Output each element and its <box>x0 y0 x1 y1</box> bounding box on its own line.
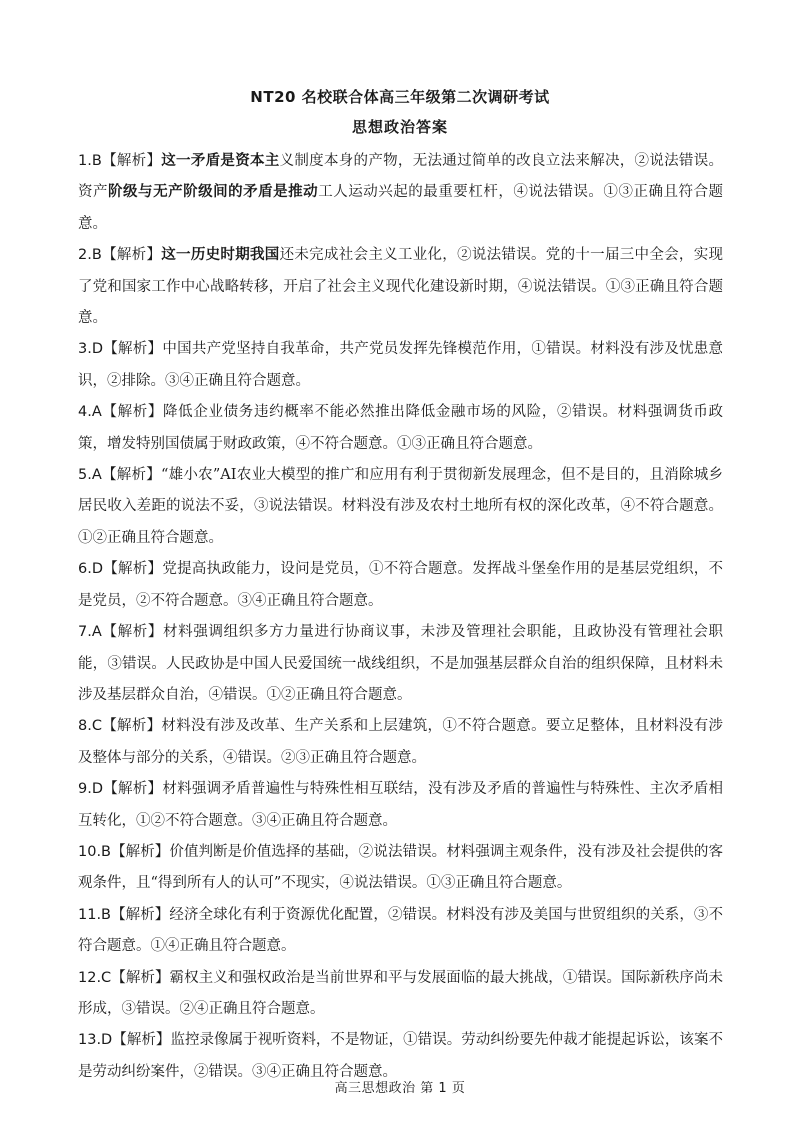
analysis-tag: 【解析】 <box>103 341 163 358</box>
document-subtitle: 思想政治答案 <box>351 118 448 136</box>
answer-lead-text: 这一矛盾是资本主 <box>161 153 280 169</box>
answer-item <box>78 146 723 240</box>
analysis-tag: 【解析】 <box>103 781 163 798</box>
answer-key: 13.D <box>78 1032 113 1049</box>
answer-item <box>78 397 723 460</box>
answer-text: 工人运动兴起的最重要杠杆，④说法错误。①③正确且符合题意。 <box>78 184 724 232</box>
analysis-tag: 【解析】 <box>103 561 163 578</box>
answer-text: 监控录像属于视听资料，不是物证，①错误。劳动纠纷要先仲裁才能提起诉讼，该案不是劳动纠纷案件，②错误。③④正确且符合题意。 <box>78 1032 724 1080</box>
answer-text: 材料强调组织多方力量进行协商议事，未涉及管理社会职能，且政协没有管理社会职能，③错误。人民政协是中国人民爱国统一战线组织，不是加强基层群众自治的组织保障，且材料未涉及基层群众自治，④错误。①②正确且符合题意。 <box>78 624 724 703</box>
answer-item <box>78 711 723 774</box>
answer-text: 中国共产党坚持自我革命，共产党员发挥先锋模范作用，①错误。材料没有涉及忧患意识，②排除。③④正确且符合题意。 <box>78 341 723 389</box>
answer-key: 5.A <box>78 467 102 484</box>
answer-text: 党提高执政能力，设问是党员，①不符合题意。发挥战斗堡垒作用的是基层党组织，不是党员，②不符合题意。③④正确且符合题意。 <box>78 561 723 609</box>
answer-item <box>78 774 723 837</box>
answer-item <box>78 837 723 900</box>
answer-key: 4.A <box>78 404 102 421</box>
answer-item <box>78 334 723 397</box>
answer-text: 材料没有涉及改革、生产关系和上层建筑，①不符合题意。要立足整体，且材料没有涉及整体与部分的关系，④错误。②③正确且符合题意。 <box>78 718 724 766</box>
analysis-tag: 【解析】 <box>112 1032 171 1049</box>
page-footer: 高三思想政治 第 1 页 <box>334 1081 466 1096</box>
answer-text: 霸权主义和强权政治是当前世界和平与发展面临的最大挑战，①错误。国际新秩序尚未形成，③错误。②④正确且符合题意。 <box>78 969 724 1017</box>
answer-item <box>78 554 723 617</box>
answer-text: 还未完成社会主义工业化，②说法错误。党的十一届三中全会，实现了党和国家工作中心战略转移，开启了社会主义现代化建设新时期，④说法错误。①③正确且符合题意。 <box>78 247 724 327</box>
answer-key: 6.D <box>78 561 103 578</box>
answer-item <box>78 460 723 554</box>
answer-text: 经济全球化有利于资源优化配置，②错误。材料没有涉及美国与世贸组织的关系，③不符合题意。①④正确且符合题意。 <box>78 906 724 955</box>
answer-item <box>78 900 723 963</box>
answer-key: 7.A <box>78 624 102 641</box>
analysis-tag: 【解析】 <box>101 404 164 421</box>
answer-text: 材料强调矛盾普遍性与特殊性相互联结，没有涉及矛盾的普遍性与特殊性、主次矛盾相互转化，①②不符合题意。③④正确且符合题意。 <box>78 781 723 829</box>
answer-list <box>78 146 723 1088</box>
answer-key: 11.B <box>78 906 112 923</box>
answer-item <box>78 963 723 1026</box>
analysis-tag: 【解析】 <box>101 467 161 484</box>
answer-key: 1.B <box>78 153 102 169</box>
answer-lead-text: 阶级与无产阶级间的矛盾是推动 <box>108 184 319 201</box>
answer-key: 2.B <box>78 247 102 264</box>
analysis-tag: 【解析】 <box>111 969 170 986</box>
answer-item <box>78 240 723 334</box>
answer-key: 9.D <box>78 781 103 798</box>
answer-lead-text: 这一历史时期我国 <box>161 247 280 264</box>
answer-key: 8.C <box>78 718 102 735</box>
answer-text: 价值判断是价值选择的基础，②说法错误。材料强调主观条件，没有涉及社会提供的客观条件，且“得到所有人的认可”不现实，④说法错误。①③正确且符合题意。 <box>78 843 724 892</box>
analysis-tag: 【解析】 <box>101 153 162 169</box>
answer-text: 义制度本身的产物，无法通过简单的改良立法来解决，②说法错误。资产 <box>78 153 724 201</box>
answer-item <box>78 617 723 711</box>
answer-key: 12.C <box>78 969 112 986</box>
analysis-tag: 【解析】 <box>111 843 170 860</box>
analysis-tag: 【解析】 <box>111 906 170 923</box>
analysis-tag: 【解析】 <box>101 718 162 735</box>
answer-text: “雄小农”AI农业大模型的推广和应用有利于贯彻新发展理念，但不是目的，且消除城乡居民收入差距的说法不妥，③说法错误。材料没有涉及农村土地所有权的深化改革，④不符合题意。①②正确且符合题意。 <box>78 467 723 546</box>
answer-key: 3.D <box>78 341 103 358</box>
analysis-tag: 【解析】 <box>101 247 162 264</box>
analysis-tag: 【解析】 <box>101 624 164 641</box>
answer-key: 10.B <box>78 843 112 860</box>
answer-text: 降低企业债务违约概率不能必然推出降低金融市场的风险，②错误。材料强调货币政策，增发特别国债属于财政政策，④不符合题意。①③正确且符合题意。 <box>78 404 724 452</box>
document-title: NT20 名校联合体高三年级第二次调研考试 <box>250 88 550 106</box>
